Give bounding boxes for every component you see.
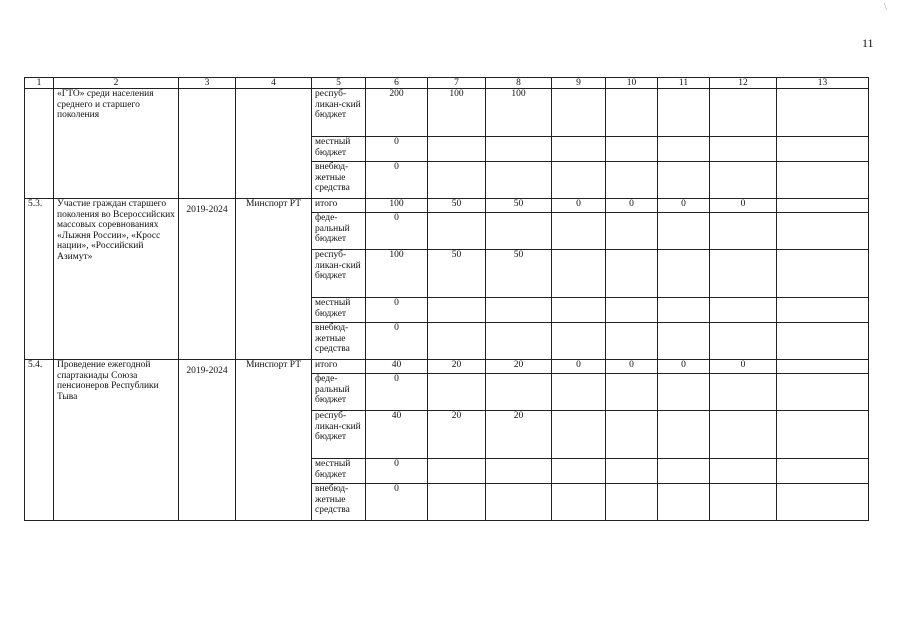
value-cell: 0 <box>658 360 710 374</box>
funding-source: итого <box>312 199 366 213</box>
value-cell <box>552 250 606 298</box>
value-cell: 0 <box>658 199 710 213</box>
notes-cell <box>777 360 869 374</box>
value-cell <box>606 484 658 521</box>
value-cell: 200 <box>366 89 428 137</box>
executor: Минспорт РТ <box>236 199 312 360</box>
value-cell <box>710 213 777 250</box>
value-cell <box>428 162 486 199</box>
value-cell: 20 <box>486 360 552 374</box>
value-cell <box>710 162 777 199</box>
value-cell <box>658 323 710 360</box>
funding-source: внебюд-жетные средства <box>312 162 366 199</box>
column-header: 3 <box>179 78 236 89</box>
value-cell: 0 <box>552 199 606 213</box>
value-cell <box>428 137 486 162</box>
funding-source: внебюд-жетные средства <box>312 323 366 360</box>
value-cell <box>710 89 777 137</box>
column-header: 13 <box>777 78 869 89</box>
value-cell <box>710 374 777 411</box>
column-header: 7 <box>428 78 486 89</box>
value-cell <box>552 411 606 459</box>
funding-source: местный бюджет <box>312 298 366 323</box>
funding-source: респуб-ликан-ский бюджет <box>312 411 366 459</box>
value-cell: 0 <box>366 484 428 521</box>
value-cell <box>486 374 552 411</box>
period: 2019-2024 <box>179 360 236 521</box>
value-cell <box>486 323 552 360</box>
value-cell <box>658 162 710 199</box>
column-header: 4 <box>236 78 312 89</box>
value-cell <box>658 89 710 137</box>
value-cell: 0 <box>552 360 606 374</box>
value-cell <box>658 213 710 250</box>
value-cell <box>428 323 486 360</box>
notes-cell <box>777 213 869 250</box>
value-cell: 100 <box>428 89 486 137</box>
value-cell: 100 <box>486 89 552 137</box>
table-row <box>25 89 869 137</box>
value-cell <box>658 137 710 162</box>
table-row <box>25 360 869 374</box>
value-cell <box>486 137 552 162</box>
funding-source: респуб-ликан-ский бюджет <box>312 89 366 137</box>
value-cell <box>428 298 486 323</box>
value-cell: 0 <box>606 360 658 374</box>
activity-name: «ГТО» среди населения среднего и старшего поколения <box>54 89 179 199</box>
funding-source: респуб-ликан-ский бюджет <box>312 250 366 298</box>
value-cell <box>658 250 710 298</box>
period <box>179 89 236 199</box>
period: 2019-2024 <box>179 199 236 360</box>
notes-cell <box>777 137 869 162</box>
notes-cell <box>777 484 869 521</box>
value-cell <box>552 89 606 137</box>
value-cell: 50 <box>428 199 486 213</box>
value-cell: 100 <box>366 250 428 298</box>
value-cell: 0 <box>366 459 428 484</box>
funding-source: итого <box>312 360 366 374</box>
notes-cell <box>777 459 869 484</box>
value-cell: 0 <box>366 137 428 162</box>
value-cell: 0 <box>366 162 428 199</box>
column-header: 9 <box>552 78 606 89</box>
notes-cell <box>777 411 869 459</box>
value-cell <box>486 213 552 250</box>
value-cell <box>710 250 777 298</box>
funding-source: внебюд-жетные средства <box>312 484 366 521</box>
funding-source: местный бюджет <box>312 137 366 162</box>
column-header: 6 <box>366 78 428 89</box>
value-cell <box>658 411 710 459</box>
value-cell <box>658 484 710 521</box>
value-cell <box>552 323 606 360</box>
funding-source: местный бюджет <box>312 459 366 484</box>
value-cell <box>606 162 658 199</box>
value-cell <box>552 459 606 484</box>
notes-cell <box>777 250 869 298</box>
notes-cell <box>777 298 869 323</box>
value-cell: 0 <box>366 374 428 411</box>
column-header: 1 <box>25 78 54 89</box>
value-cell <box>710 484 777 521</box>
funding-source: феде-ральный бюджет <box>312 213 366 250</box>
value-cell <box>710 298 777 323</box>
value-cell <box>606 459 658 484</box>
value-cell <box>486 298 552 323</box>
notes-cell <box>777 199 869 213</box>
value-cell <box>606 323 658 360</box>
column-header: 12 <box>710 78 777 89</box>
executor: Минспорт РТ <box>236 360 312 521</box>
value-cell <box>552 213 606 250</box>
value-cell: 50 <box>486 250 552 298</box>
notes-cell <box>777 89 869 137</box>
value-cell <box>710 411 777 459</box>
value-cell <box>486 484 552 521</box>
value-cell: 40 <box>366 360 428 374</box>
notes-cell <box>777 162 869 199</box>
funding-source: феде-ральный бюджет <box>312 374 366 411</box>
value-cell <box>606 213 658 250</box>
value-cell <box>606 137 658 162</box>
value-cell: 20 <box>486 411 552 459</box>
value-cell <box>606 250 658 298</box>
value-cell: 20 <box>428 360 486 374</box>
value-cell: 0 <box>710 199 777 213</box>
row-number: 5.4. <box>25 360 54 521</box>
value-cell <box>606 298 658 323</box>
value-cell: 100 <box>366 199 428 213</box>
value-cell: 40 <box>366 411 428 459</box>
value-cell <box>658 459 710 484</box>
value-cell <box>710 459 777 484</box>
value-cell <box>552 298 606 323</box>
header-row <box>25 78 869 89</box>
value-cell <box>552 162 606 199</box>
value-cell <box>710 137 777 162</box>
value-cell <box>606 374 658 411</box>
value-cell: 0 <box>606 199 658 213</box>
value-cell <box>428 374 486 411</box>
value-cell: 50 <box>486 199 552 213</box>
page-number: 11 <box>862 36 874 50</box>
value-cell <box>606 89 658 137</box>
value-cell <box>486 459 552 484</box>
value-cell: 0 <box>366 213 428 250</box>
column-header: 8 <box>486 78 552 89</box>
value-cell: 0 <box>366 298 428 323</box>
row-number: 5.3. <box>25 199 54 360</box>
activity-name: Участие граждан старшего поколения во Всероссийских массовых соревнованиях «Лыжня России», «Кросс нации», «Российский Азимут» <box>54 199 179 360</box>
activity-name: Проведение ежегодной спартакиады Союза пенсионеров Республики Тыва <box>54 360 179 521</box>
value-cell: 20 <box>428 411 486 459</box>
value-cell <box>658 374 710 411</box>
value-cell <box>710 323 777 360</box>
value-cell <box>552 484 606 521</box>
value-cell <box>428 213 486 250</box>
budget-table <box>24 77 869 521</box>
column-header: 11 <box>658 78 710 89</box>
value-cell <box>428 459 486 484</box>
value-cell <box>486 162 552 199</box>
value-cell: 50 <box>428 250 486 298</box>
value-cell <box>552 374 606 411</box>
column-header: 2 <box>54 78 179 89</box>
notes-cell <box>777 374 869 411</box>
value-cell <box>428 484 486 521</box>
notes-cell <box>777 323 869 360</box>
executor <box>236 89 312 199</box>
row-number <box>25 89 54 199</box>
value-cell: 0 <box>710 360 777 374</box>
value-cell: 0 <box>366 323 428 360</box>
column-header: 5 <box>312 78 366 89</box>
corner-mark: \ <box>884 2 887 13</box>
value-cell <box>658 298 710 323</box>
value-cell <box>606 411 658 459</box>
value-cell <box>552 137 606 162</box>
column-header: 10 <box>606 78 658 89</box>
table-row <box>25 199 869 213</box>
